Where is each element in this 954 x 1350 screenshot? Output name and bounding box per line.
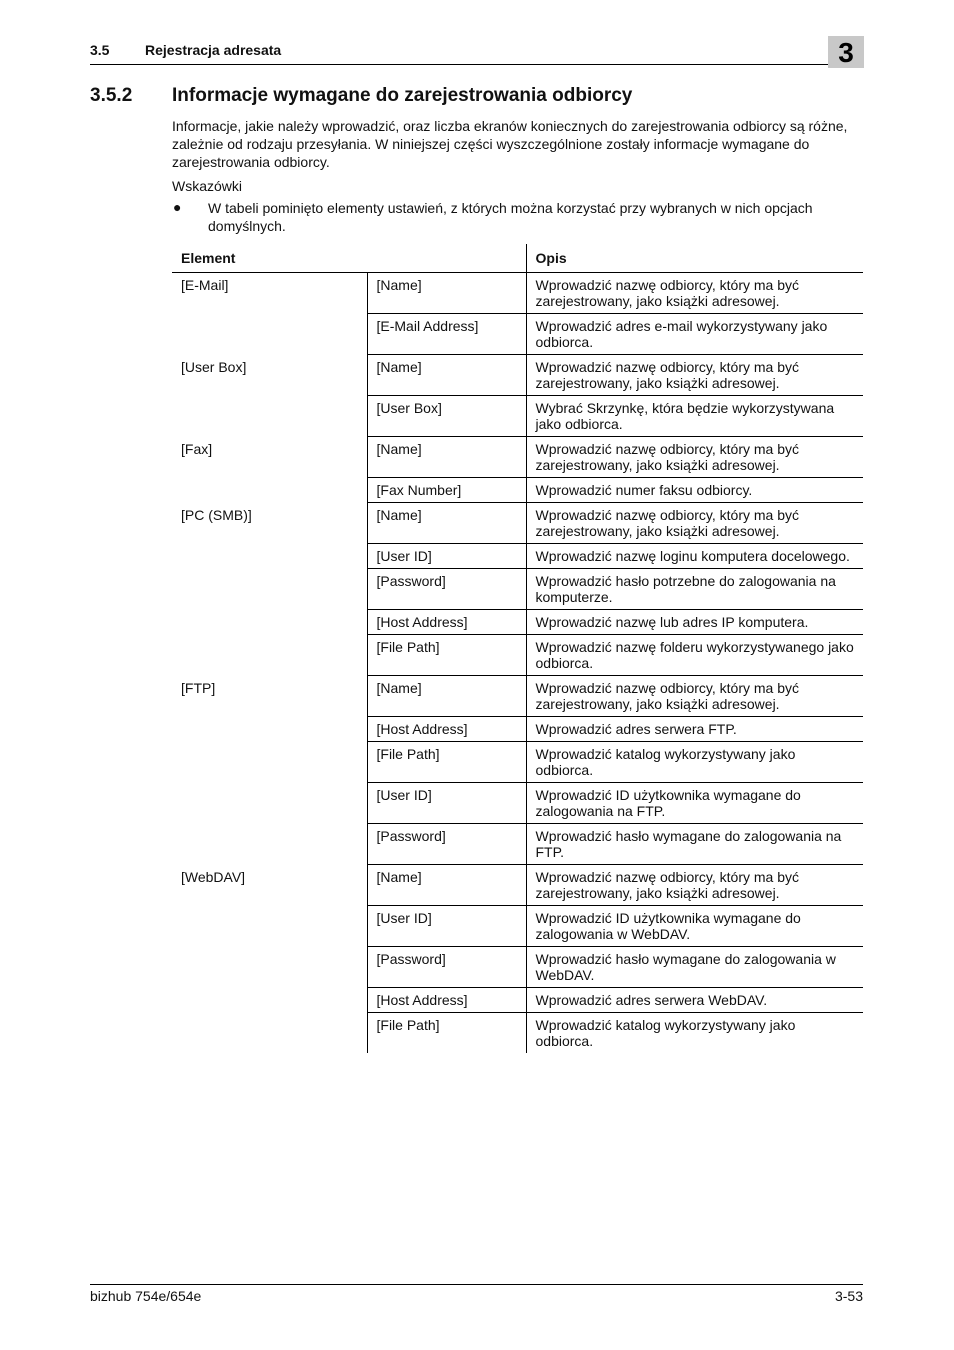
header-section-title: Rejestracja adresata xyxy=(145,42,282,58)
description-cell: Wprowadzić adres e-mail wykorzystywany jako odbiorca. xyxy=(526,314,863,355)
element-cell: [Fax] xyxy=(181,440,213,457)
header-description: Opis xyxy=(526,244,863,273)
element-cell: [FTP] xyxy=(181,679,216,696)
field-cell: [File Path] xyxy=(367,1013,526,1054)
recipient-info-table xyxy=(172,244,863,1053)
description-cell: Wprowadzić nazwę odbiorcy, który ma być zarejestrowany, jako książki adresowej. xyxy=(526,437,863,478)
table-row xyxy=(172,437,863,478)
description-cell: Wprowadzić nazwę odbiorcy, który ma być zarejestrowany, jako książki adresowej. xyxy=(526,676,863,717)
field-cell: [Password] xyxy=(367,824,526,865)
hints-label: Wskazówki xyxy=(172,178,243,194)
element-cell: [E-Mail] xyxy=(181,277,229,293)
description-cell: Wybrać Skrzynkę, która będzie wykorzystywana jako odbiorca. xyxy=(526,396,863,437)
description-cell: Wprowadzić katalog wykorzystywany jako odbiorca. xyxy=(526,1013,863,1054)
field-cell: [User ID] xyxy=(367,544,526,569)
table-header-row xyxy=(172,244,863,273)
table-row xyxy=(172,355,863,396)
field-cell: [Name] xyxy=(367,865,526,906)
field-cell: [Password] xyxy=(367,947,526,988)
description-cell: Wprowadzić ID użytkownika wymagane do zalogowania w WebDAV. xyxy=(526,906,863,947)
table-row xyxy=(172,503,863,544)
intro-paragraph: Informacje, jakie należy wprowadzić, oraz liczba ekranów koniecznych do zarejestrowania odbiorcy są różne, zależnie od rodzaju przesyłania. W niniejszej części wyszczególnione zostały informacje wymagane do zarejestrowania odbiorcy. xyxy=(172,118,848,170)
table-row xyxy=(172,676,863,717)
field-cell: [Name] xyxy=(367,503,526,544)
footer-page-number: 3-53 xyxy=(834,1288,863,1304)
description-cell: Wprowadzić nazwę folderu wykorzystywanego jako odbiorca. xyxy=(526,635,863,676)
field-cell: [Fax Number] xyxy=(367,478,526,503)
header-section-number: 3.5 xyxy=(90,42,110,58)
description-cell: Wprowadzić nazwę lub adres IP komputera. xyxy=(526,610,863,635)
field-cell: [User Box] xyxy=(367,396,526,437)
field-cell: [Host Address] xyxy=(367,610,526,635)
description-cell: Wprowadzić nazwę odbiorcy, który ma być zarejestrowany, jako książki adresowej. xyxy=(526,503,863,544)
description-cell: Wprowadzić nazwę odbiorcy, który ma być zarejestrowany, jako książki adresowej. xyxy=(526,865,863,906)
table-body xyxy=(172,273,863,1054)
footer-rule xyxy=(90,1284,863,1285)
description-cell: Wprowadzić adres serwera WebDAV. xyxy=(526,988,863,1013)
element-cell: [PC (SMB)] xyxy=(181,506,252,523)
field-cell: [User ID] xyxy=(367,906,526,947)
field-cell: [Password] xyxy=(367,569,526,610)
field-cell: [Host Address] xyxy=(367,717,526,742)
header-rule xyxy=(90,64,863,65)
description-cell: Wprowadzić numer faksu odbiorcy. xyxy=(526,478,863,503)
element-cell: [WebDAV] xyxy=(181,868,246,885)
description-cell: Wprowadzić adres serwera FTP. xyxy=(526,717,863,742)
description-cell: Wprowadzić hasło wymagane do zalogowania na FTP. xyxy=(526,824,863,865)
description-cell: Wprowadzić nazwę odbiorcy, który ma być zarejestrowany, jako książki adresowej. xyxy=(526,355,863,396)
description-cell: Wprowadzić katalog wykorzystywany jako odbiorca. xyxy=(526,742,863,783)
footer-model: bizhub 754e/654e xyxy=(90,1288,202,1304)
field-cell: [Name] xyxy=(367,676,526,717)
field-cell: [E-Mail Address] xyxy=(367,314,526,355)
description-cell: Wprowadzić nazwę odbiorcy, który ma być zarejestrowany, jako książki adresowej. xyxy=(526,273,863,314)
description-cell: Wprowadzić hasło potrzebne do zalogowania na komputerze. xyxy=(526,569,863,610)
chapter-number-badge: 3 xyxy=(828,36,864,68)
section-number: 3.5.2 xyxy=(90,85,133,106)
field-cell: [Host Address] xyxy=(367,988,526,1013)
field-cell: [Name] xyxy=(367,355,526,396)
table-row xyxy=(172,865,863,906)
field-cell: [File Path] xyxy=(367,742,526,783)
hint-item: W tabeli pominięto elementy ustawień, z których można korzystać przy wybranych w nich opcjach domyślnych. xyxy=(208,200,813,234)
bullet-icon: ● xyxy=(173,199,182,215)
description-cell: Wprowadzić hasło wymagane do zalogowania w WebDAV. xyxy=(526,947,863,988)
table-row xyxy=(172,273,863,314)
description-cell: Wprowadzić ID użytkownika wymagane do zalogowania na FTP. xyxy=(526,783,863,824)
field-cell: [File Path] xyxy=(367,635,526,676)
section-title: Informacje wymagane do zarejestrowania odbiorcy xyxy=(172,85,633,106)
element-cell: [User Box] xyxy=(181,358,247,375)
field-cell: [Name] xyxy=(367,273,526,314)
field-cell: [Name] xyxy=(367,437,526,478)
header-element: Element xyxy=(172,244,526,273)
field-cell: [User ID] xyxy=(367,783,526,824)
description-cell: Wprowadzić nazwę loginu komputera docelowego. xyxy=(526,544,863,569)
